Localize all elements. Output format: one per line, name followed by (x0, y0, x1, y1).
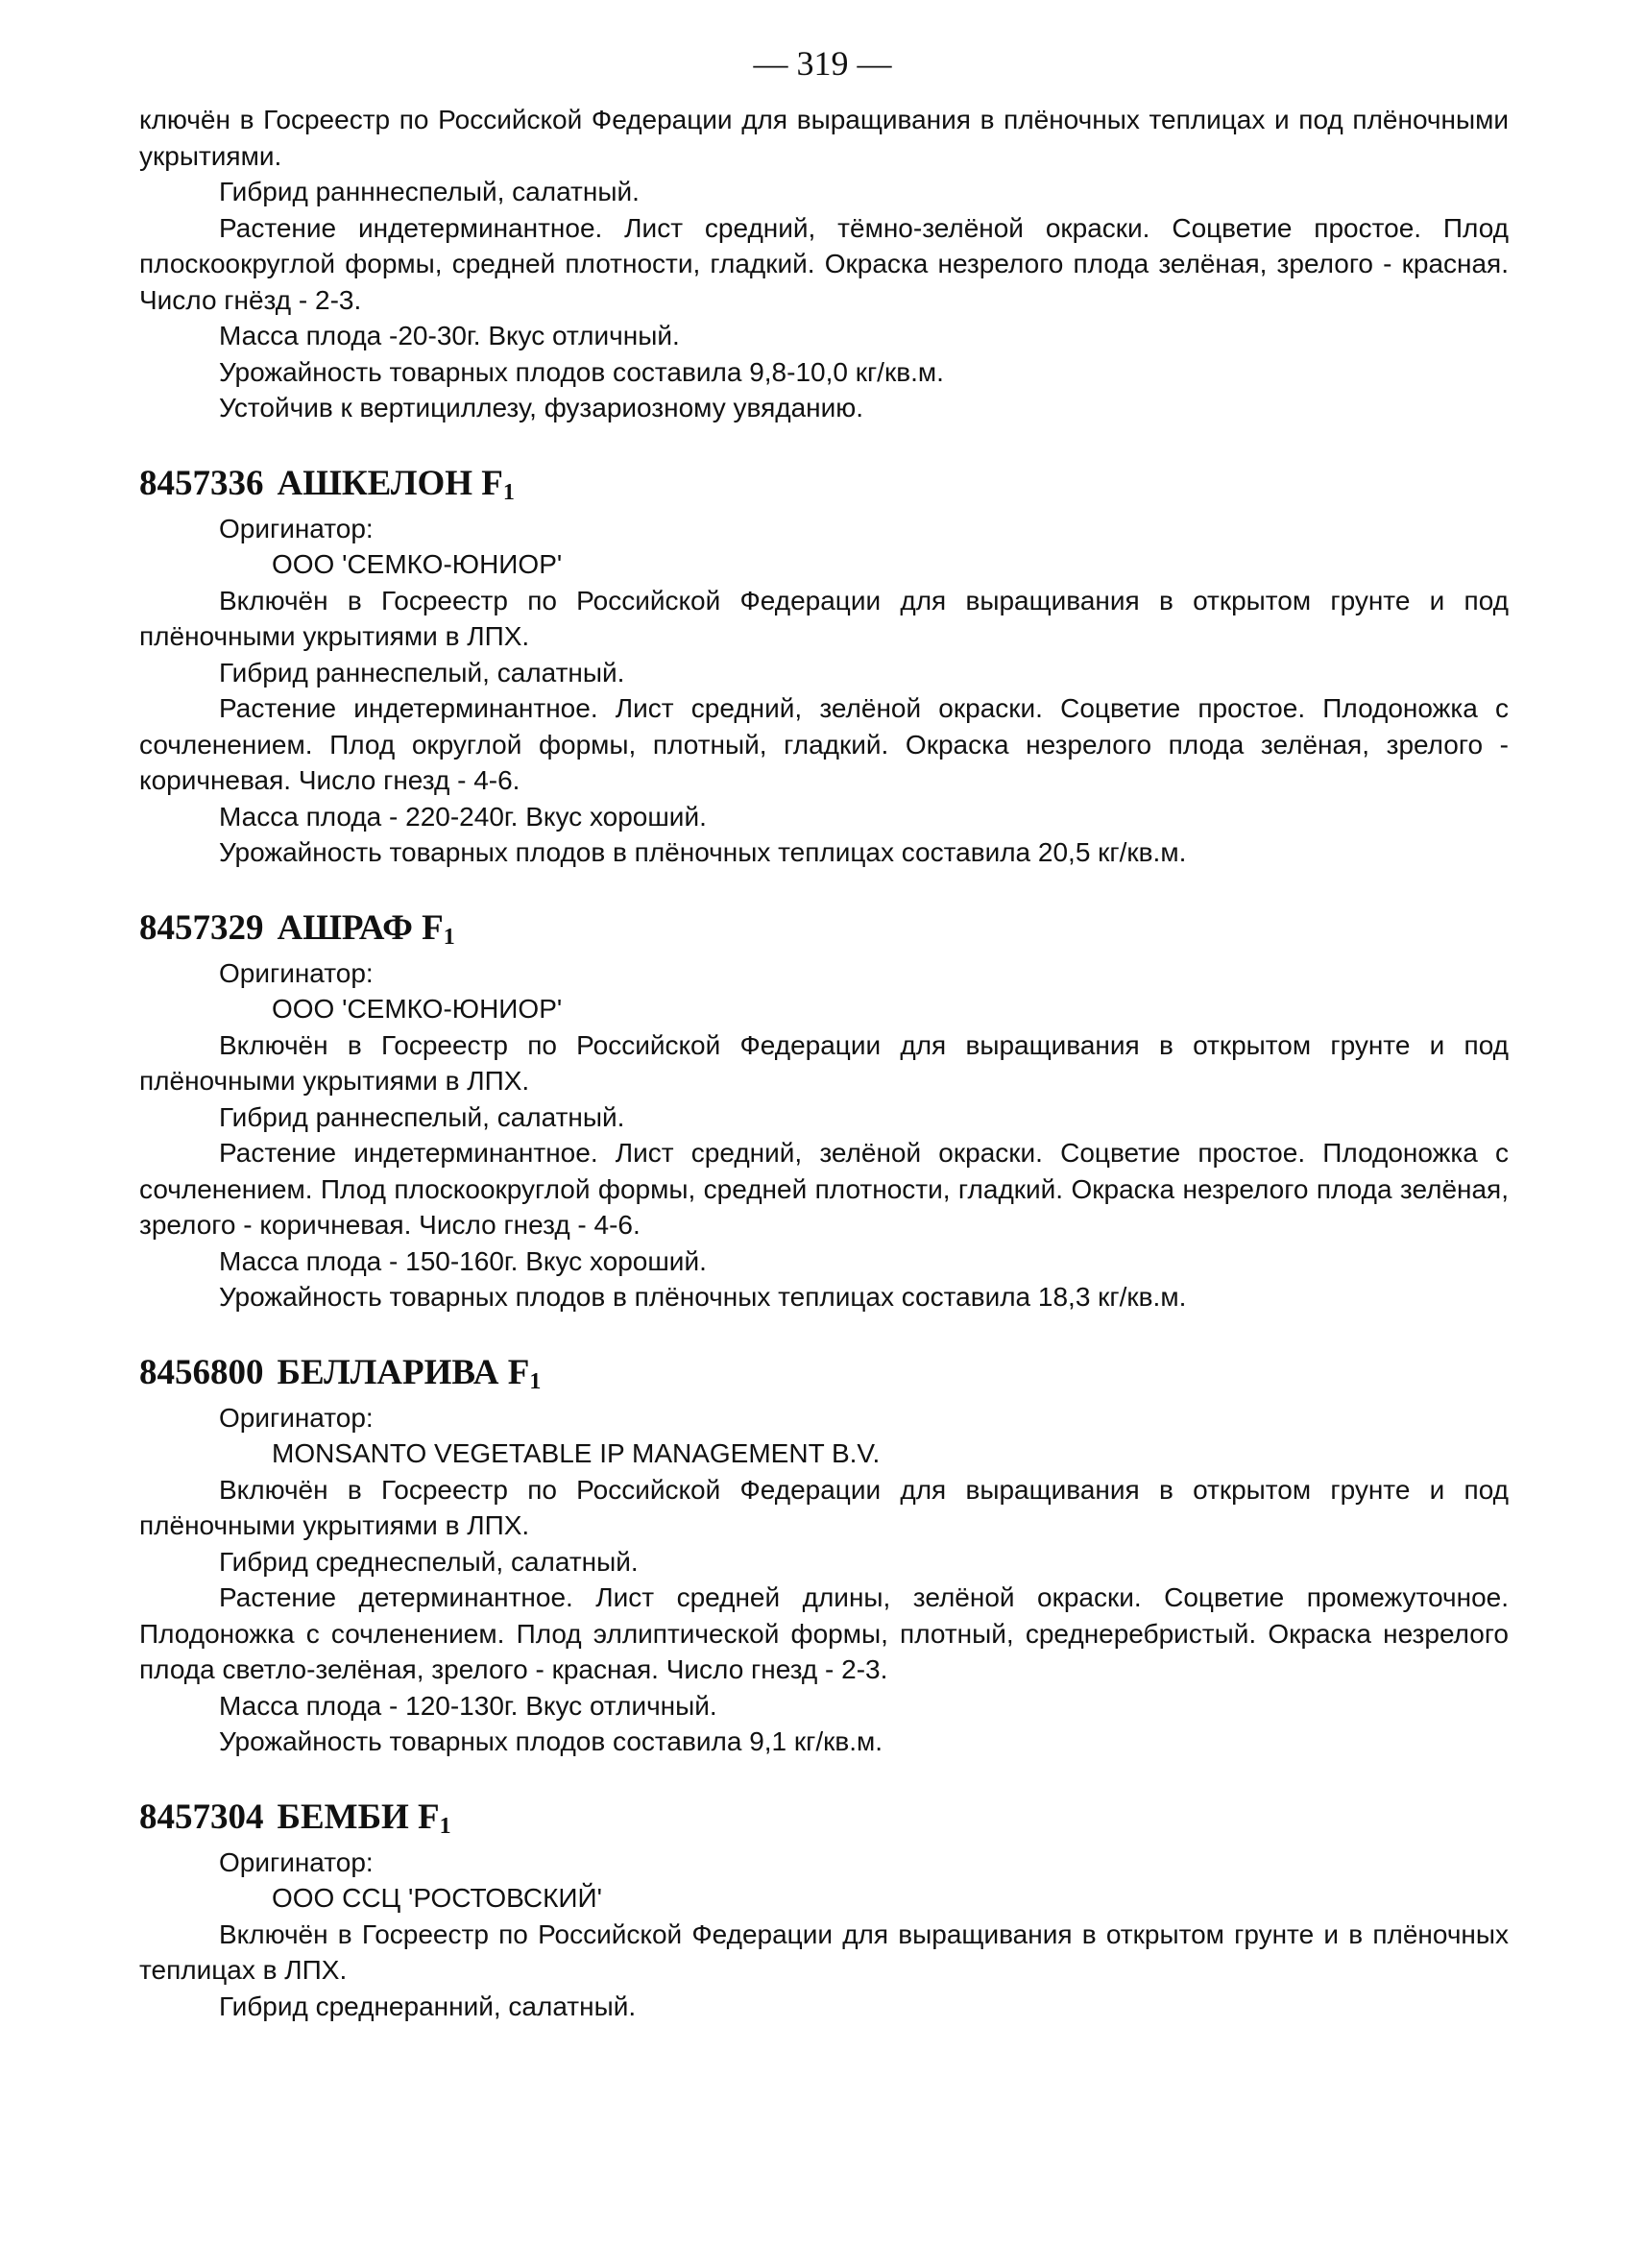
entry-code: 8457336 (139, 463, 264, 503)
intro-paragraph: ключён в Госреестр по Российской Федерации для выращивания в плёночных теплицах и под плёночными укрытиями. (139, 105, 1509, 171)
intro-paragraph: Масса плода -20-30г. Вкус отличный. (219, 321, 680, 350)
entry-paragraph: Растение индетерминантное. Лист средний, зелёной окраски. Соцветие простое. Плодоножка с сочленением. Плод округлой формы, плотный, гладкий. Окраска незрелого плода зелёная, зрелого - коричневая. Число гнезд - 4-6. (139, 693, 1509, 795)
entry-paragraph: Масса плода - 220-240г. Вкус хороший. (219, 801, 707, 832)
originator-label: Оригинатор: (219, 1846, 374, 1877)
entry-name: БЕМБИ F (277, 1797, 440, 1837)
intro-paragraph: Гибрид ранннеспелый, салатный. (219, 177, 640, 206)
intro-paragraph: Растение индетерминантное. Лист средний, тёмно-зелёной окраски. Соцветие простое. Плод плоскоокруглой формы, средней плотности, гладкий. Окраска незрелого плода зелёная, зрелого - красная. Число гнёзд - 2-3. (139, 212, 1509, 315)
entry-paragraph: Включён в Госреестр по Российской Федерации для выращивания в открытом грунте и под плёночными укрытиями в ЛПХ. (139, 1029, 1509, 1096)
entry-name-subscript: 1 (439, 1813, 451, 1839)
originator-label: Оригинатор: (219, 1402, 374, 1433)
intro-paragraph: Устойчив к вертициллезу, фузариозному увяданию. (219, 393, 864, 422)
entry-paragraph: Гибрид раннеспелый, салатный. (219, 657, 625, 688)
variety-entry (139, 1797, 1509, 2025)
entry-paragraph: Включён в Госреестр по Российской Федерации для выращивания в открытом грунте и под плёночными укрытиями в ЛПХ. (139, 1474, 1509, 1540)
entry-paragraph: Урожайность товарных плодов составила 9,1 кг/кв.м. (219, 1726, 883, 1756)
page-number: — 319 — (753, 44, 892, 83)
originator-label: Оригинатор: (219, 957, 374, 988)
entry-paragraph: Включён в Госреестр по Российской Федерации для выращивания в открытом грунте и в плёночных теплицах в ЛПХ. (139, 1918, 1509, 1985)
entry-code: 8457329 (139, 907, 264, 948)
variety-entry (139, 463, 1509, 871)
entry-paragraph: Включён в Госреестр по Российской Федерации для выращивания в открытом грунте и под плёночными укрытиями в ЛПХ. (139, 585, 1509, 651)
entry-paragraph: Растение детерминантное. Лист средней длины, зелёной окраски. Соцветие промежуточное. Плодоножка с сочленением. Плод эллиптической формы, плотный, среднеребристый. Окраска незрелого плода светло-зелёная, зрелого - красная. Число гнезд - 2-3. (139, 1582, 1509, 1684)
originator-name: ООО 'СЕМКО-ЮНИОР' (272, 994, 563, 1024)
variety-entry (139, 1352, 1509, 1760)
originator-name: ООО ССЦ 'РОСТОВСКИЙ' (272, 1883, 603, 1913)
originator-name: ООО 'СЕМКО-ЮНИОР' (272, 549, 563, 579)
entry-paragraph: Урожайность товарных плодов в плёночных теплицах составила 20,5 кг/кв.м. (219, 837, 1187, 867)
entry-name: АШРАФ F (277, 907, 444, 948)
entry-paragraph: Урожайность товарных плодов в плёночных теплицах составила 18,3 кг/кв.м. (219, 1282, 1187, 1312)
variety-entry (139, 907, 1509, 1315)
originator-label: Оригинатор: (219, 513, 374, 543)
intro-paragraph: Урожайность товарных плодов составила 9,8-10,0 кг/кв.м. (219, 356, 944, 387)
entry-name-subscript: 1 (529, 1368, 542, 1394)
entry-heading (139, 907, 1509, 950)
entry-name: АШКЕЛОН F (277, 463, 503, 503)
entry-name-subscript: 1 (443, 924, 455, 950)
entry-paragraph: Растение индетерминантное. Лист средний, зелёной окраски. Соцветие простое. Плодоножка с сочленением. Плод плоскоокруглой формы, средней плотности, гладкий. Окраска незрелого плода зелёная, зрелого - коричневая. Число гнезд - 4-6. (139, 1138, 1509, 1240)
entry-heading (139, 1352, 1509, 1394)
entry-paragraph: Гибрид среднеранний, салатный. (219, 1991, 637, 2021)
entry-heading (139, 463, 1509, 505)
originator-name: MONSANTO VEGETABLE IP MANAGEMENT B.V. (272, 1438, 881, 1468)
document-body (139, 102, 1509, 2024)
entry-heading (139, 1797, 1509, 1839)
entry-name-subscript: 1 (502, 479, 515, 505)
intro-section (139, 102, 1509, 426)
entry-name: БЕЛЛАРИВА F (277, 1352, 530, 1392)
entry-paragraph: Масса плода - 120-130г. Вкус отличный. (219, 1690, 717, 1721)
entry-paragraph: Масса плода - 150-160г. Вкус хороший. (219, 1245, 707, 1276)
entry-code: 8457304 (139, 1797, 264, 1837)
entry-paragraph: Гибрид среднеспелый, салатный. (219, 1546, 639, 1577)
entry-code: 8456800 (139, 1352, 264, 1392)
entry-paragraph: Гибрид раннеспелый, салатный. (219, 1101, 625, 1132)
